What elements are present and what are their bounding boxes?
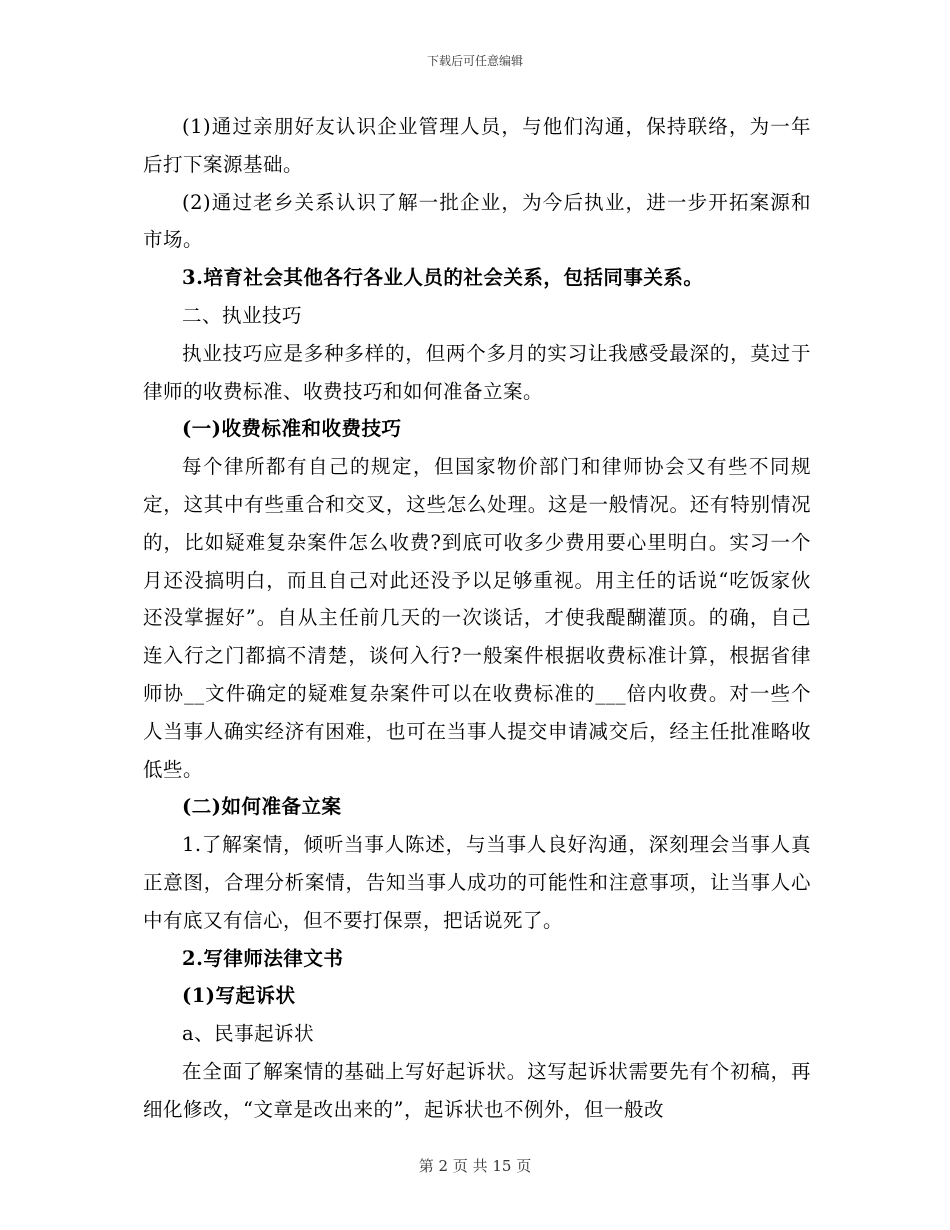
- paragraph: 每个律所都有自己的规定，但国家物价部门和律师协会又有些不同规定，这其中有些重合和交叉，这些怎么处理。这是一般情况。还有特别情况的，比如疑难复杂案件怎么收费?到底可收多少费用要心里明白。实习一个月还没搞明白，而且自己对此还没予以足够重视。用主任的话说“吃饭家伙还没掌握好”。自从主任前几天的一次谈话，才使我醍醐灌顶。的确，自己连入行之门都搞不清楚，谈何入行?一般案件根据收费标准计算，根据省律师协__文件确定的疑难复杂案件可以在收费标准的___倍内收费。对一些个人当事人确实经济有困难，也可在当事人提交申请减交后，经主任批准略收低些。: [143, 455, 811, 781]
- section-heading: (1)写起诉状: [182, 984, 296, 1008]
- page-number-footer: 第 2 页 共 15 页: [418, 1157, 532, 1175]
- paragraph: (2)通过老乡关系认识了解一批企业，为今后执业，进一步开拓案源和市场。: [143, 190, 811, 252]
- section-heading: 3.培育社会其他各行各业人员的社会关系，包括同事关系。: [182, 266, 704, 290]
- section-heading: (一)收费标准和收费技巧: [182, 417, 402, 441]
- paragraph: 在全面了解案情的基础上写好起诉状。这写起诉状需要先有个初稿，再细化修改，“文章是改出来的”，起诉状也不例外，但一般改: [143, 1059, 811, 1121]
- section-heading: 2.写律师法律文书: [182, 946, 344, 970]
- page-header: 下载后可任意编辑: [426, 54, 523, 68]
- section-heading: (二)如何准备立案: [182, 795, 342, 819]
- section-heading: 二、执业技巧: [182, 303, 303, 327]
- paragraph: 执业技巧应是多种多样的，但两个多月的实习让我感受最深的，莫过于律师的收费标准、收费技巧和如何准备立案。: [143, 341, 811, 403]
- paragraph: 1.了解案情，倾听当事人陈述，与当事人良好沟通，深刻理会当事人真正意图，合理分析案情，告知当事人成功的可能性和注意事项，让当事人心中有底又有信心，但不要打保票，把话说死了。: [143, 833, 811, 932]
- document-body: [143, 108, 811, 1129]
- paragraph: (1)通过亲朋好友认识企业管理人员，与他们沟通，保持联络，为一年后打下案源基础。: [143, 115, 811, 176]
- subsection-heading: a、民事起诉状: [182, 1022, 315, 1046]
